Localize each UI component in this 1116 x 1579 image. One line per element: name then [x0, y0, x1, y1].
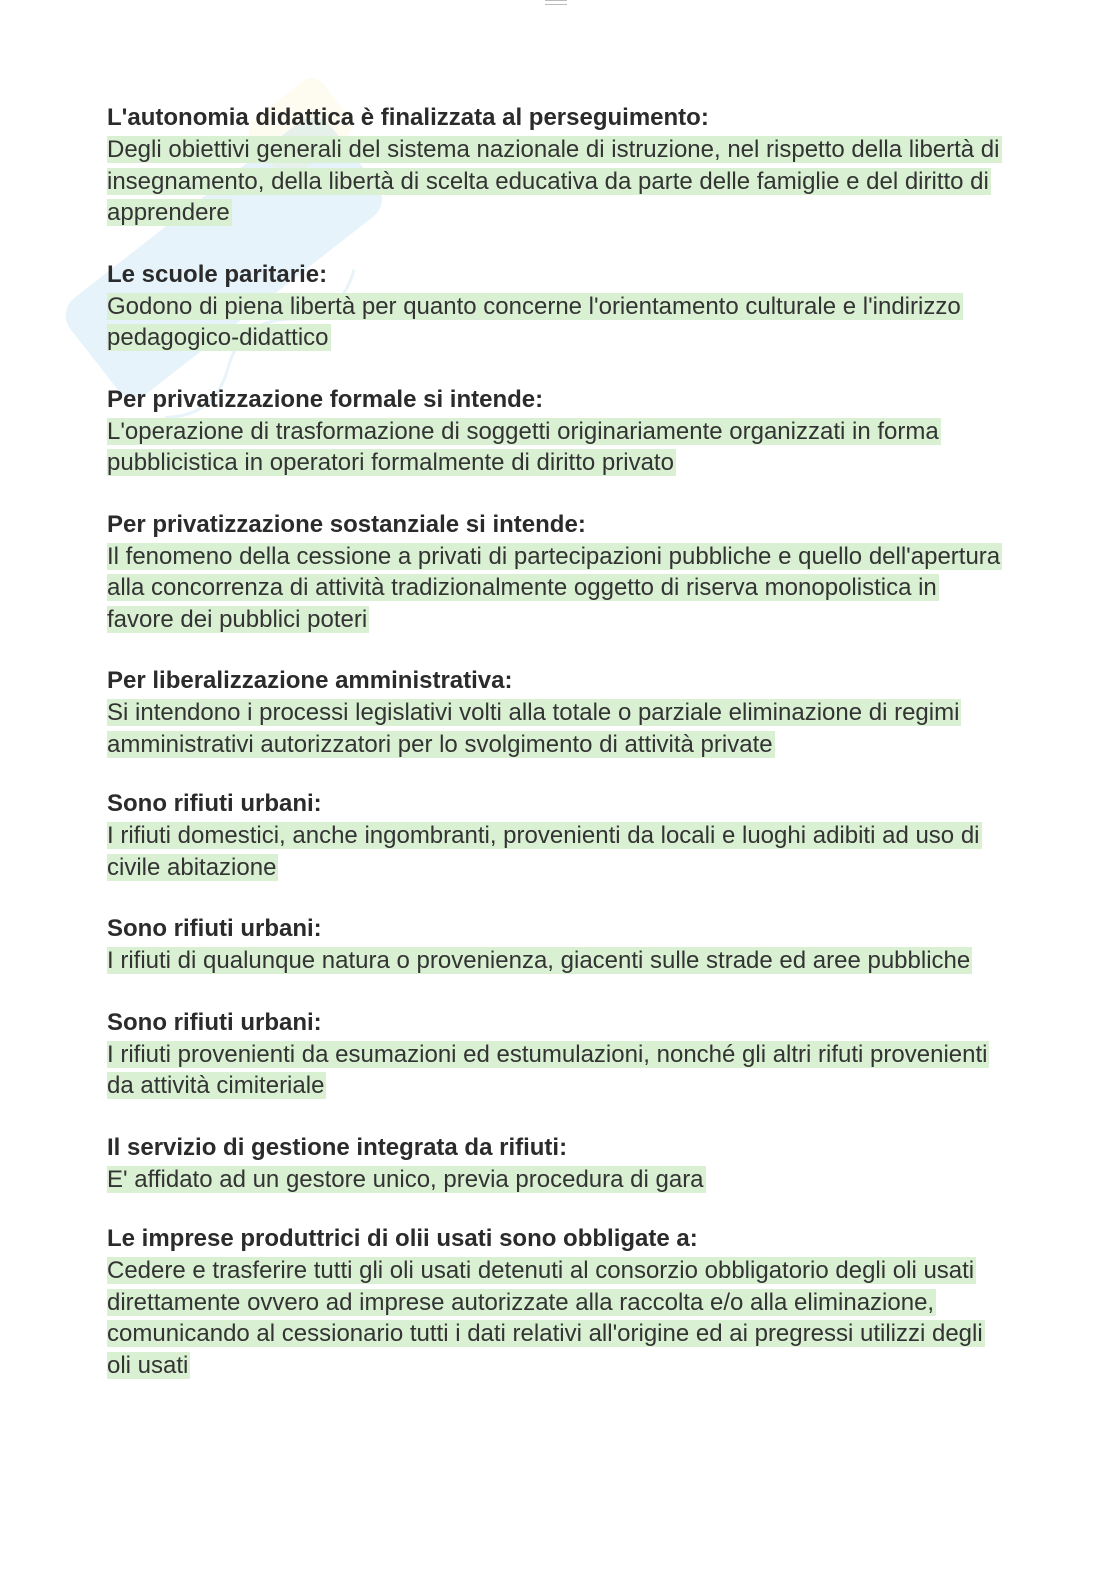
question-heading: Le scuole paritarie: [107, 260, 328, 288]
qa-item [107, 1007, 1007, 1102]
page-header-mark [545, 0, 567, 5]
answer-text [107, 1164, 1007, 1196]
question-heading: Le imprese produttrici di olii usati sono obbligate a: [107, 1225, 698, 1252]
answer-text [107, 697, 1007, 760]
answer-text [107, 945, 1007, 977]
answer-highlight: Cedere e trasferire tutti gli oli usati detenuti al consorzio obbligatorio degli oli usati direttamente ovvero ad imprese autorizzate alla raccolta e/o alla eliminazione, comunicando al cessionario tutti i dati relativi all'origine ed ai pregressi utilizzi degli oli usati [107, 1257, 983, 1379]
answer-text [107, 820, 1007, 883]
answer-text [107, 1039, 1007, 1102]
question-heading: Per privatizzazione formale si intende: [107, 385, 544, 413]
answer-text [107, 1255, 1007, 1381]
qa-item [107, 384, 1007, 479]
question-heading: Sono rifiuti urbani: [107, 915, 322, 942]
question-heading: Sono rifiuti urbani: [107, 790, 322, 817]
qa-item [107, 1132, 1007, 1196]
answer-highlight: E' affidato ad un gestore unico, previa procedura di gara [107, 1165, 704, 1193]
qa-item [107, 665, 1007, 760]
question-heading: Per liberalizzazione amministrativa: [107, 667, 513, 694]
qa-item [107, 913, 1007, 977]
answer-highlight: Degli obiettivi generali del sistema nazionale di istruzione, nel rispetto della libertà di insegnamento, della libertà di scelta educativa da parte delle famiglie e del diritto di apprendere [107, 136, 1000, 226]
question-heading: Sono rifiuti urbani: [107, 1008, 322, 1036]
answer-highlight: Il fenomeno della cessione a privati di partecipazioni pubbliche e quello dell'apertura alla concorrenza di attività tradizionalmente oggetto di riserva monopolistica in favore dei pubblici poteri [107, 542, 1001, 633]
qa-item [107, 102, 1007, 229]
qa-item [107, 259, 1007, 354]
answer-highlight: L'operazione di trasformazione di soggetti originariamente organizzati in forma pubblicistica in operatori formalmente di diritto privato [107, 417, 939, 476]
answer-highlight: I rifiuti provenienti da esumazioni ed estumulazioni, nonché gli altri rifuti provenienti da attività cimiteriale [107, 1040, 988, 1099]
answer-highlight: Si intendono i processi legislativi volti alla totale o parziale eliminazione di regimi amministrativi autorizzatori per lo svolgimento di attività private [107, 699, 960, 758]
answer-highlight: I rifiuti di qualunque natura o provenienza, giacenti sulle strade ed aree pubbliche [107, 947, 971, 974]
qa-list [107, 102, 1007, 1411]
question-heading: Il servizio di gestione integrata da rifiuti: [107, 1133, 568, 1161]
qa-item [107, 1223, 1007, 1381]
qa-item [107, 788, 1007, 883]
answer-text [107, 416, 1007, 479]
answer-text [107, 134, 1007, 229]
qa-item [107, 509, 1007, 636]
answer-text [107, 291, 1007, 354]
question-heading: L'autonomia didattica è finalizzata al perseguimento: [107, 104, 709, 131]
answer-highlight: I rifiuti domestici, anche ingombranti, provenienti da locali e luoghi adibiti ad uso di civile abitazione [107, 822, 980, 881]
question-heading: Per privatizzazione sostanziale si intende: [107, 510, 586, 538]
answer-text [107, 541, 1007, 636]
answer-highlight: Godono di piena libertà per quanto concerne l'orientamento culturale e l'indirizzo pedagogico-didattico [107, 292, 961, 351]
